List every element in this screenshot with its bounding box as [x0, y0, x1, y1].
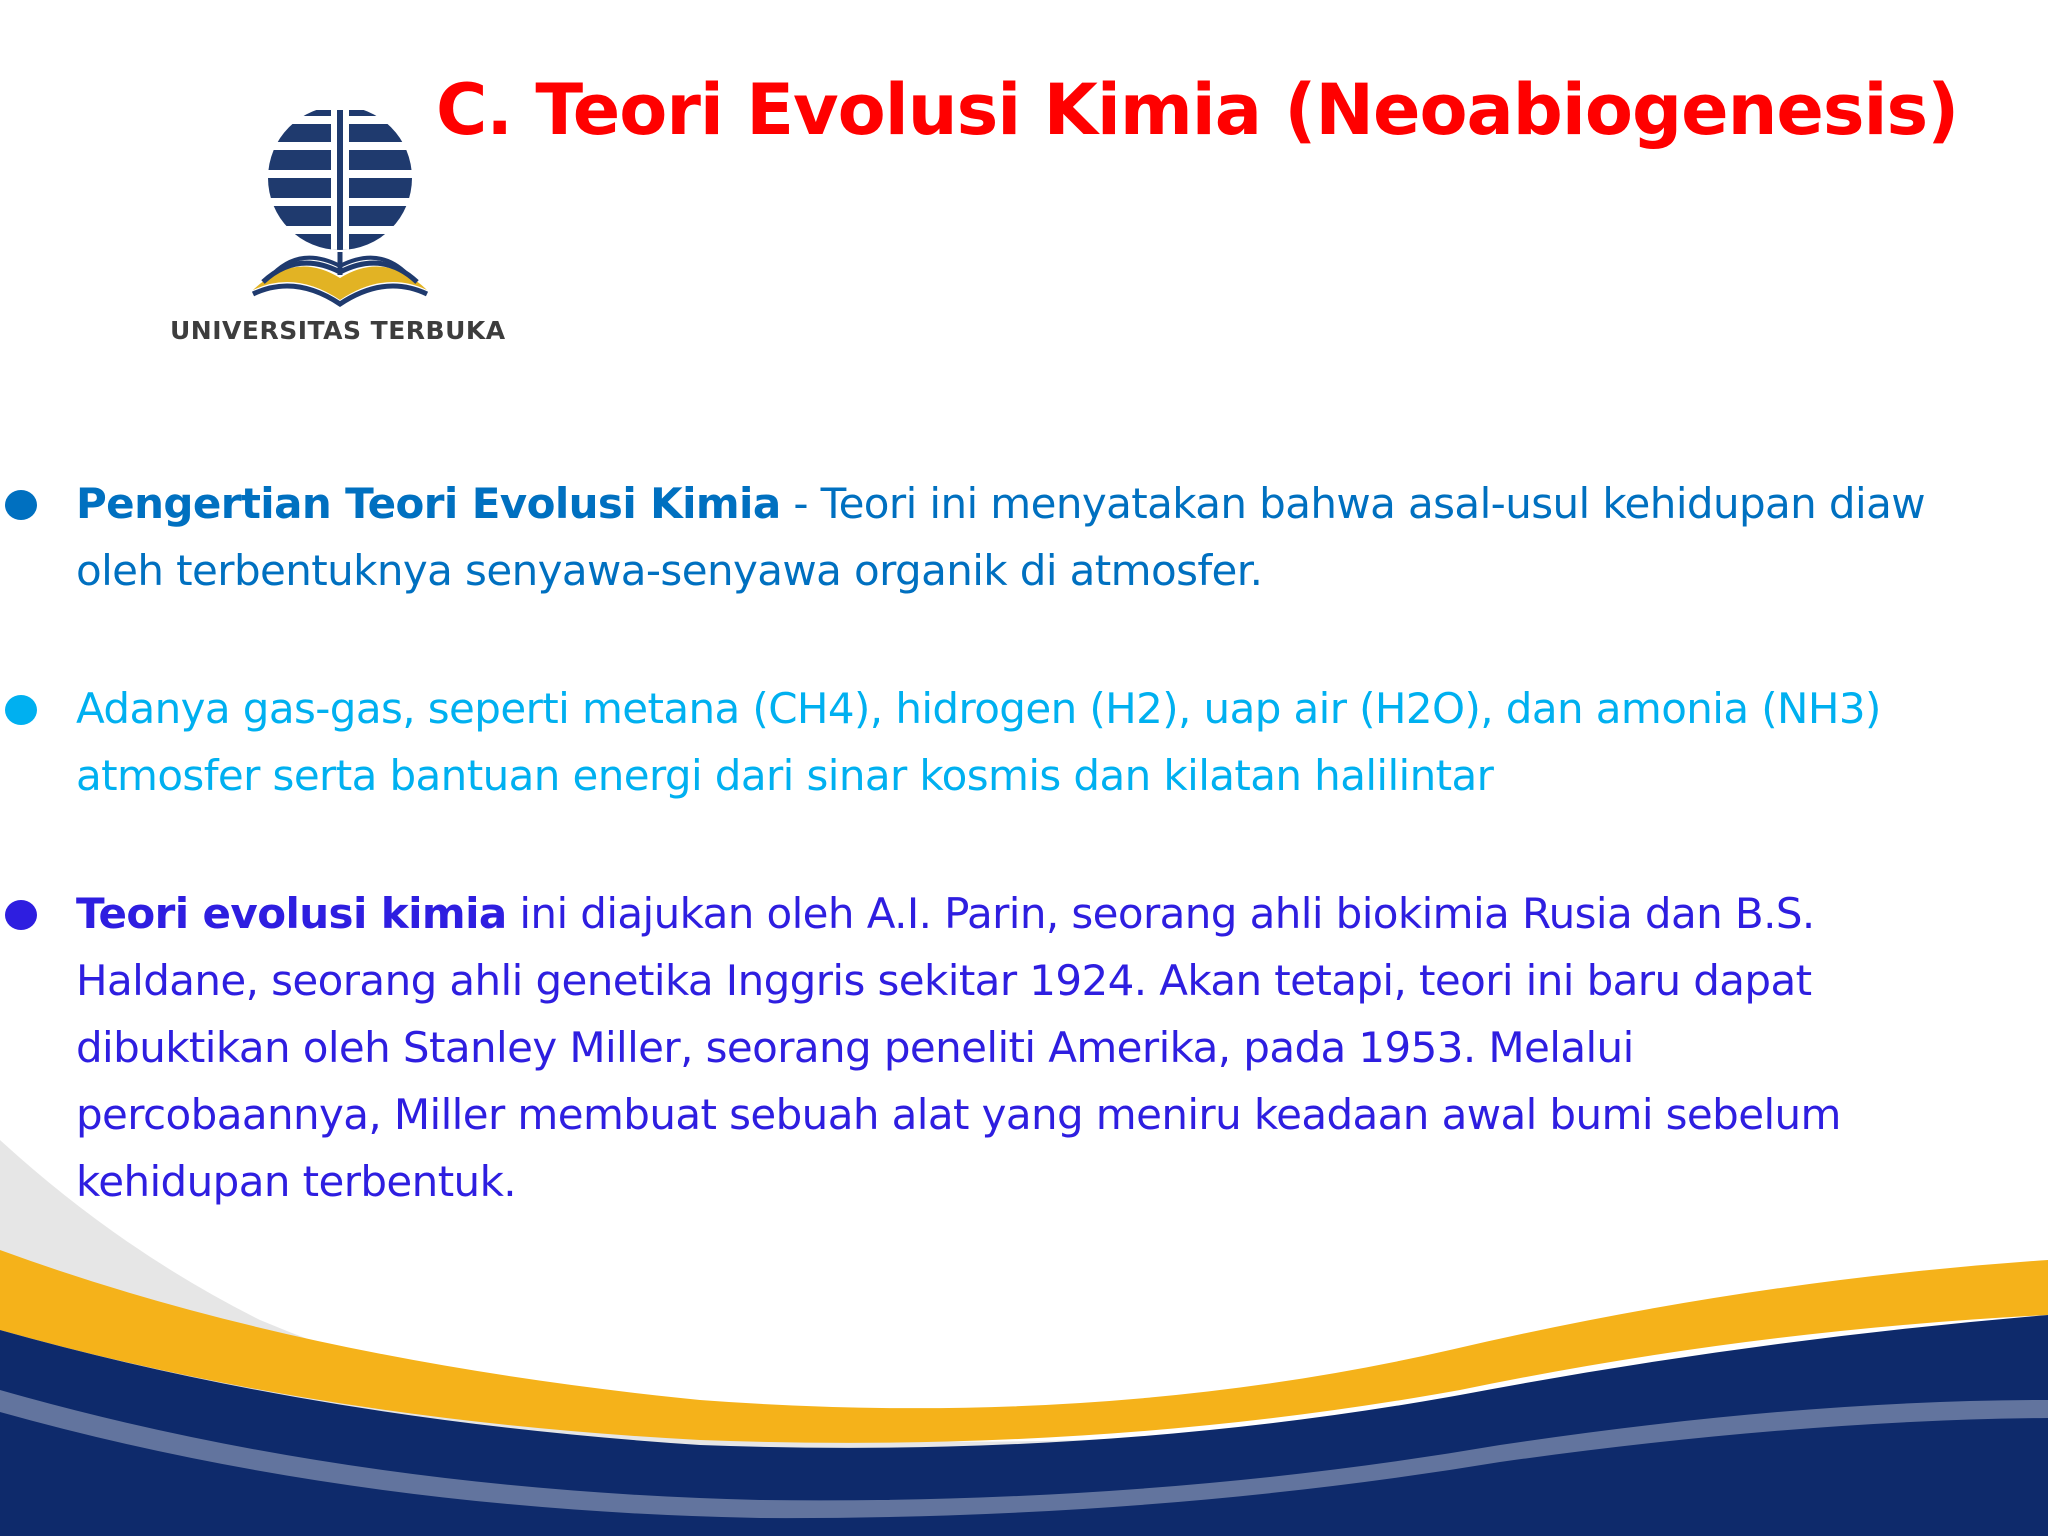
bullet-line: dibuktikan oleh Stanley Miller, seorang peneliti Amerika, pada 1953. Melalui	[76, 1023, 1634, 1072]
bullet-line	[76, 470, 2040, 537]
universitas-terbuka-emblem-icon	[245, 110, 435, 310]
bullet-bold-term: Teori evolusi kimia	[76, 889, 507, 938]
bullet-line: percobaannya, Miller membuat sebuah alat yang meniru keadaan awal bumi sebelum	[76, 1090, 1841, 1139]
bullet-line: Haldane, seorang ahli genetika Inggris sekitar 1924. Akan tetapi, teori ini baru dapat	[76, 956, 1812, 1005]
bullet-line-text: - Teori ini menyatakan bahwa asal-usul kehidupan diaw	[780, 479, 1925, 528]
bullet-dot-icon	[5, 695, 37, 725]
slide-title: C. Teori Evolusi Kimia (Neoabiogenesis)	[436, 69, 1959, 151]
logo-text: UNIVERSITAS TERBUKA	[170, 316, 506, 345]
bullet-dot-icon	[5, 490, 37, 520]
bullet-item-definition	[0, 470, 2048, 604]
bullet-line	[76, 880, 2040, 947]
decorative-wave-footer	[0, 1100, 2048, 1536]
bullet-line-text: ini diajukan oleh A.I. Parin, seorang ahli biokimia Rusia dan B.S.	[506, 889, 1815, 938]
bullet-bold-term: Pengertian Teori Evolusi Kimia	[76, 479, 781, 528]
bullet-line: atmosfer serta bantuan energi dari sinar kosmis dan kilatan halilintar	[76, 751, 1494, 800]
bullet-text	[76, 470, 2040, 604]
bullet-dot-icon	[5, 900, 37, 930]
bullet-line: oleh terbentuknya senyawa-senyawa organik di atmosfer.	[76, 546, 1263, 595]
bullet-line: kehidupan terbentuk.	[76, 1157, 517, 1206]
bullet-line	[76, 675, 2040, 742]
bullet-text	[76, 675, 2040, 809]
bullet-item-gases	[0, 675, 2048, 809]
bullet-line-text: Adanya gas-gas, seperti metana (CH4), hidrogen (H2), uap air (H2O), dan amonia (NH3)	[76, 684, 1881, 733]
